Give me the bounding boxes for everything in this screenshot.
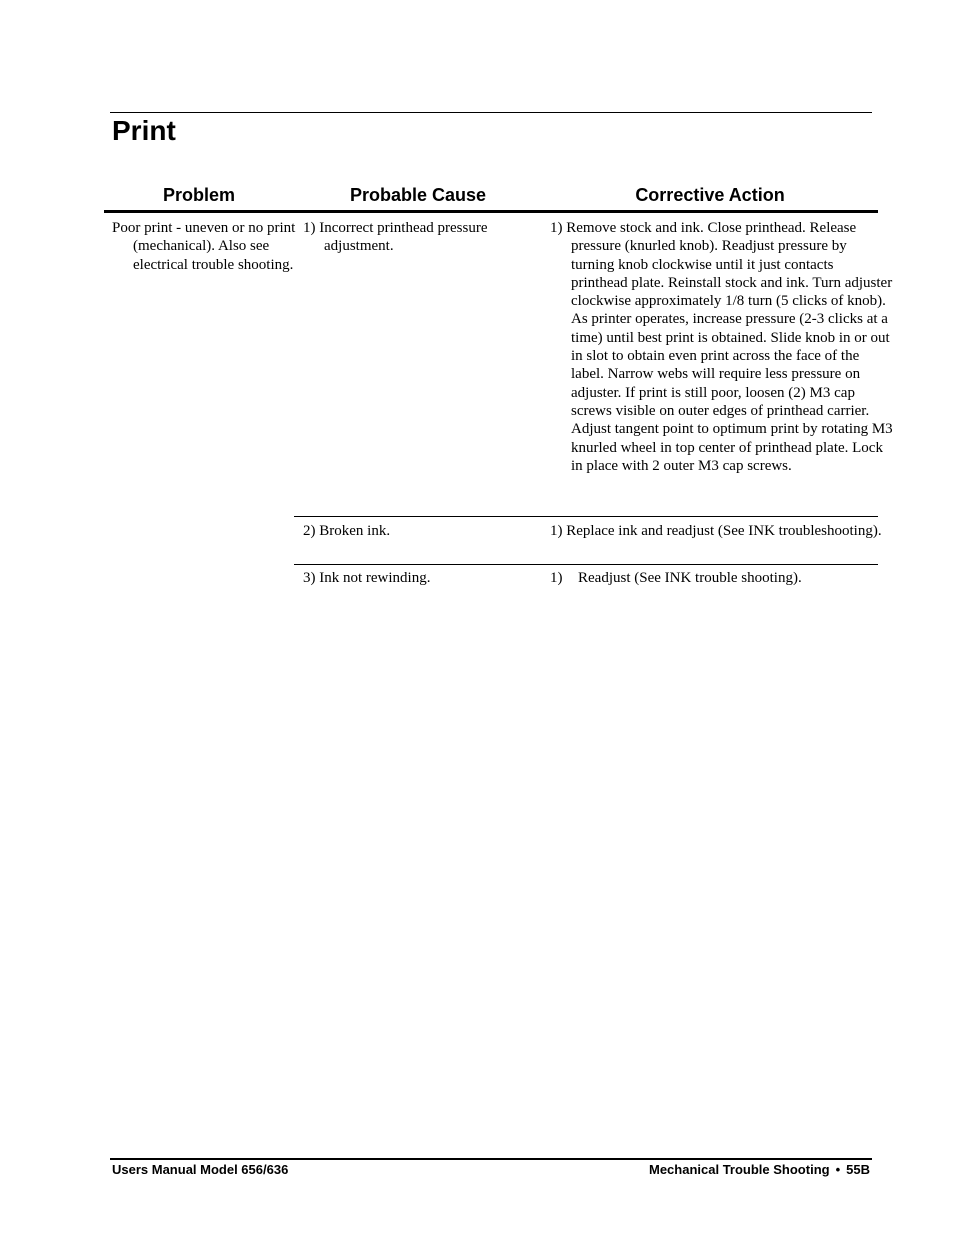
header-corrective-action: Corrective Action <box>635 185 785 205</box>
action-cell-1: 1) Remove stock and ink. Close printhead. Release pressure (knurled knob). Readjust pressure by turning knob clockwise until it just contacts printhead plate. Reinstall stock and ink. Turn adjuster clockwise approximately 1/8 turn (5 clicks of knob). As printer operates, increase pressure (2-3 clicks at a time) until best print is obtained. Slide knob in or out in slot to obtain even print across the face of the label. Narrow webs will require less pressure on adjuster. If print is still poor, loosen (2) M3 cap screws visible on outer edges of printhead carrier. Adjust tangent point to optimum print by rotating M3 knurled wheel in top center of printhead plate. Lock in place with 2 outer M3 cap screws. <box>550 220 893 474</box>
footer-bullet: • <box>835 1162 841 1177</box>
header-problem: Problem <box>162 185 236 205</box>
action-cell-2: 1) Replace ink and readjust (See INK troubleshooting). <box>550 523 882 539</box>
header-probable-cause: Probable Cause <box>349 185 487 205</box>
footer-page-number: 55B <box>846 1162 870 1177</box>
top-rule <box>110 112 872 113</box>
cause-cell-1: 1) Incorrect printhead pressure adjustment. <box>303 220 488 255</box>
footer-rule <box>110 1158 872 1160</box>
row-divider-2 <box>294 564 878 565</box>
footer-section-title: Mechanical Trouble Shooting <box>649 1162 830 1177</box>
problem-cell: Poor print - uneven or no print (mechanical). Also see electrical trouble shooting. <box>112 220 296 273</box>
footer-section <box>649 1162 870 1178</box>
section-title: Print <box>112 115 176 146</box>
action-cell-3 <box>550 569 872 587</box>
action-text-3: Readjust (See INK trouble shooting). <box>578 570 802 586</box>
cause-cell-2: 2) Broken ink. <box>303 523 391 539</box>
footer-manual-title: Users Manual Model 656/636 <box>112 1162 289 1177</box>
cause-cell-3: 3) Ink not rewinding. <box>303 570 431 586</box>
header-rule <box>104 210 878 213</box>
action-number-3: 1) <box>550 570 563 586</box>
row-divider-1 <box>294 516 878 517</box>
